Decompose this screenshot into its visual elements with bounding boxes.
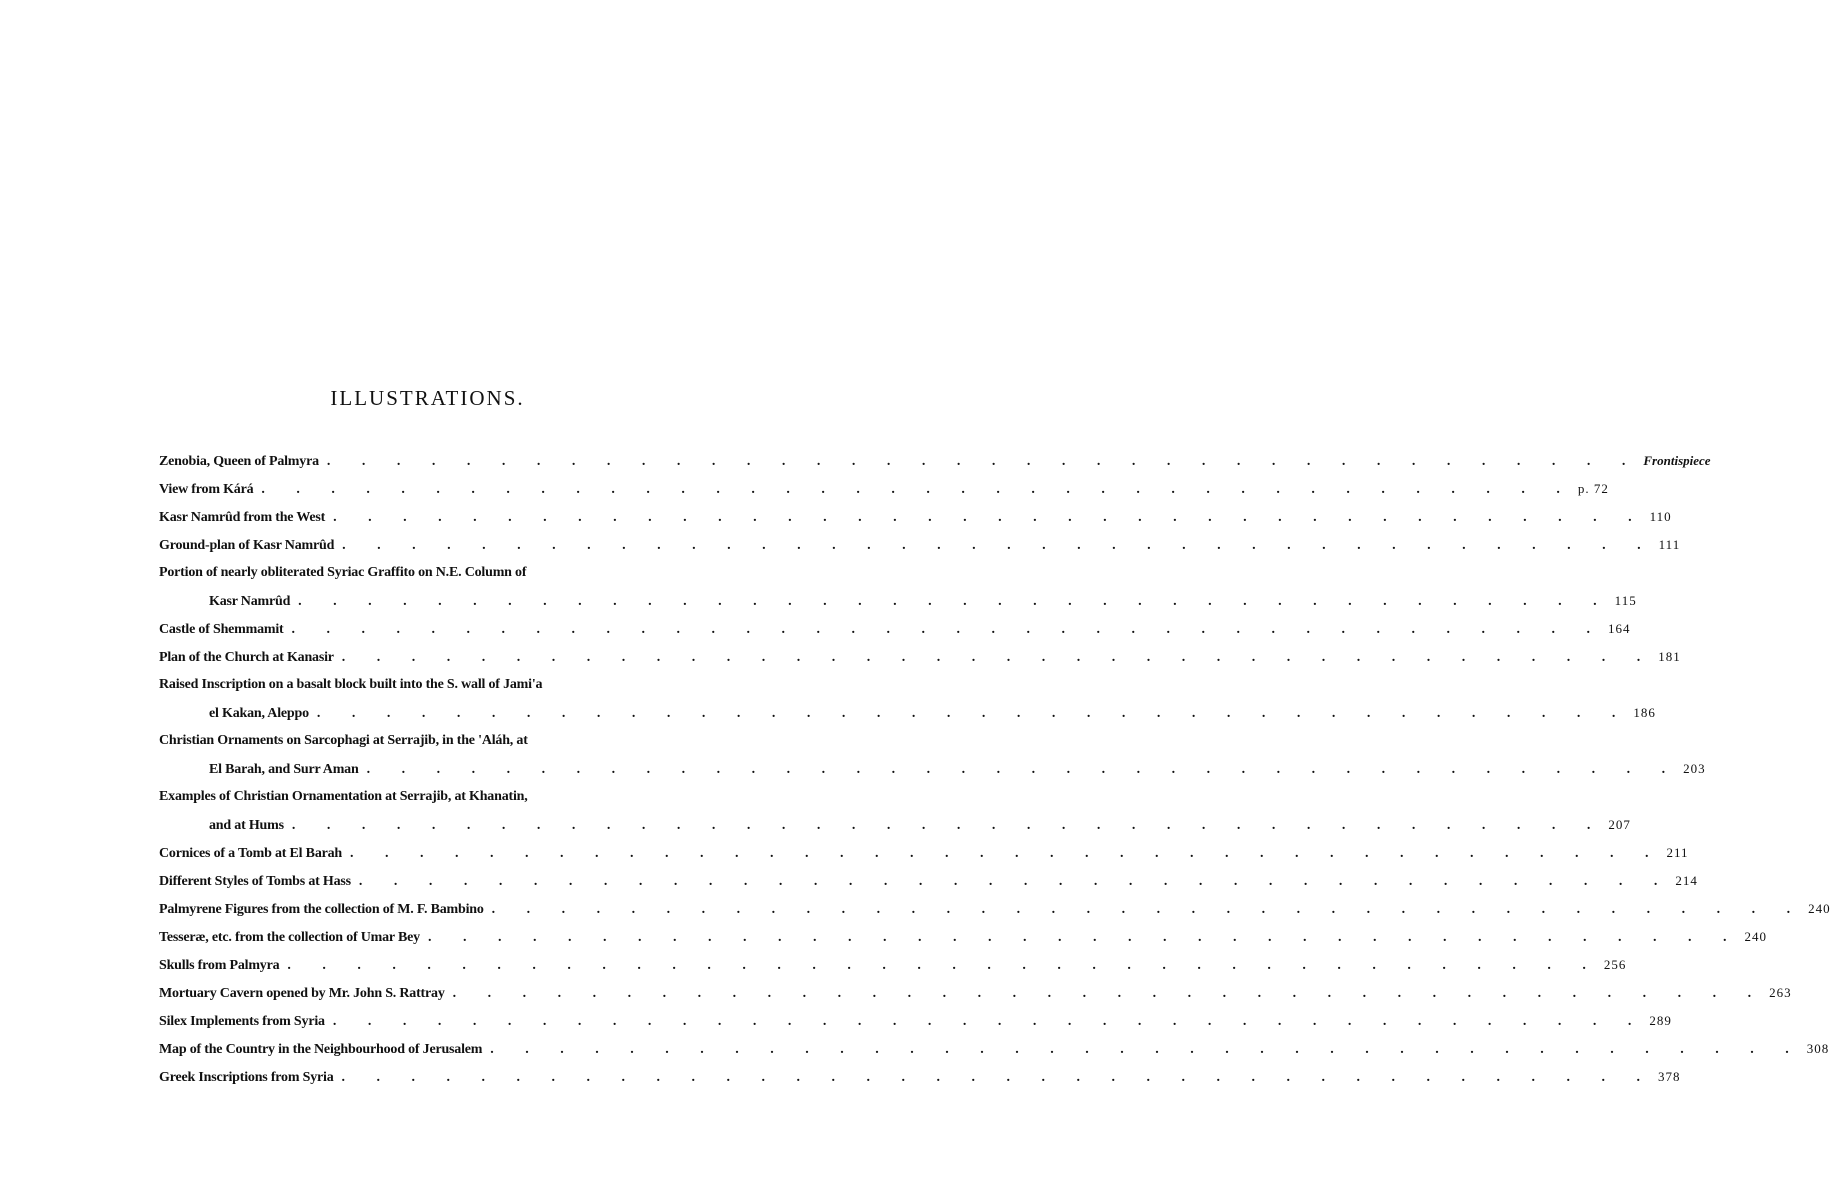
entry-title: Tesseræ, etc. from the collection of Umar Bey <box>159 930 420 945</box>
entry-title: Portion of nearly obliterated Syriac Graffito on N.E. Column of <box>159 565 527 580</box>
dot-leader: . . . . . . . . . . . . . . . . . . . . . . . . . . . . . . . . . . . . . . <box>350 846 1663 861</box>
dot-leader: . . . . . . . . . . . . . . . . . . . . . . . . . . . . . . . . . . . . . . <box>316 706 1630 721</box>
page-number: p. 72 <box>1577 481 1609 496</box>
list-item <box>159 1063 1681 1091</box>
list-item <box>159 979 1792 1007</box>
page-number: 181 <box>1658 649 1681 664</box>
page-title: ILLUSTRATIONS. <box>330 386 525 410</box>
page-number: Frontispiece <box>1643 453 1711 468</box>
entry-title: Plan of the Church at Kanasir <box>159 650 334 665</box>
entry-title: Map of the Country in the Neighbourhood of Jerusalem <box>159 1042 483 1057</box>
list-item <box>159 559 693 587</box>
entry-title: Examples of Christian Ornamentation at Serrajib, at Khanatin, <box>159 789 528 804</box>
list-item <box>159 895 1831 923</box>
list-item <box>159 615 1631 643</box>
list-item <box>159 503 1672 531</box>
page-number: 164 <box>1608 621 1631 636</box>
entry-title: Kasr Namrûd <box>209 594 291 609</box>
entry-title: el Kakan, Aleppo <box>209 706 309 721</box>
entry-title: Raised Inscription on a basalt block built into the S. wall of Jami'a <box>159 677 543 692</box>
dot-leader: . . . . . . . . . . . . . . . . . . . . . . . . . . . . . . . . . . . . . . <box>491 902 1805 917</box>
dot-leader: . . . . . . . . . . . . . . . . . . . . . . . . . . . . . . . . . . . . . . <box>333 510 1646 525</box>
list-item <box>159 475 1609 503</box>
list-item <box>159 727 693 755</box>
dot-leader: . . . . . . . . . . . . . . . . . . . . . . . . . . . . . . . . . . . . . . <box>291 622 1605 637</box>
dot-leader: . . . . . . . . . . . . . . . . . . . . . . . . . . . . . . . . . . . . . . <box>366 762 1680 777</box>
entry-title: Kasr Namrûd from the West <box>159 510 326 525</box>
list-item <box>159 531 1681 559</box>
dot-leader: . . . . . . . . . . . . . . . . . . . . . . . . . . . . . . . . . . . . . . <box>358 874 1672 889</box>
dot-leader: . . . . . . . . . . . . . . . . . . . . . . . . . . . . . . . . . . . . . . <box>291 818 1605 833</box>
dot-leader: . . . . . . . . . . . . . . . . . . . . . . . . . . . . . . . . . . . . . . <box>287 958 1600 973</box>
entry-title: Ground-plan of Kasr Namrûd <box>159 538 335 553</box>
list-item <box>159 671 693 699</box>
page-number: 240 <box>1744 929 1767 944</box>
list-item <box>159 587 1637 615</box>
page-number: 207 <box>1608 817 1631 832</box>
page-number: 115 <box>1614 593 1637 608</box>
entry-title: Greek Inscriptions from Syria <box>159 1070 334 1085</box>
dot-leader: . . . . . . . . . . . . . . . . . . . . . . . . . . . . . . . . . . . . . . <box>298 594 1611 609</box>
entry-title: Different Styles of Tombs at Hass <box>159 874 351 889</box>
entry-title: Silex Implements from Syria <box>159 1014 325 1029</box>
entry-title: View from Kárá <box>159 482 254 497</box>
list-item <box>159 1035 1830 1063</box>
list-item <box>159 839 1689 867</box>
dot-leader: . . . . . . . . . . . . . . . . . . . . . . . . . . . . . . . . . . . . . . <box>332 1014 1646 1029</box>
list-item <box>159 699 1656 727</box>
entry-title: Palmyrene Figures from the collection of M. F. Bambino <box>159 902 484 917</box>
list-item <box>159 447 1711 475</box>
page-number: 289 <box>1649 1013 1672 1028</box>
list-item <box>159 643 1681 671</box>
page-number: 240 <box>1808 901 1831 916</box>
dot-leader: . . . . . . . . . . . . . . . . . . . . . . . . . . . . . . . . . . . . . . <box>326 454 1640 469</box>
entry-title: Skulls from Palmyra <box>159 958 280 973</box>
page-number: 256 <box>1603 957 1627 972</box>
page-number: 263 <box>1769 985 1792 1000</box>
dot-leader: . . . . . . . . . . . . . . . . . . . . . . . . . . . . . . . . . . . . . . <box>452 986 1766 1001</box>
entry-title: Cornices of a Tomb at El Barah <box>159 846 343 861</box>
entry-title: and at Hums <box>209 818 284 833</box>
page-number: 203 <box>1683 761 1706 776</box>
dot-leader: . . . . . . . . . . . . . . . . . . . . . . . . . . . . . . . . . . . . . . <box>427 930 1741 945</box>
illustrations-list <box>159 447 1831 1091</box>
page-number: 110 <box>1649 509 1672 524</box>
page-number: 308 <box>1806 1041 1830 1056</box>
page-number: 214 <box>1675 873 1698 888</box>
page-number: 111 <box>1658 537 1681 552</box>
page-number: 211 <box>1666 845 1689 860</box>
entry-title: Christian Ornaments on Sarcophagi at Serrajib, in the 'Aláh, at <box>159 733 528 748</box>
dot-leader: . . . . . . . . . . . . . . . . . . . . . . . . . . . . . . . . . . . . . . <box>341 650 1655 665</box>
dot-leader: . . . . . . . . . . . . . . . . . . . . . . . . . . . . . . . . . . . . . . <box>342 538 1655 553</box>
dot-leader: . . . . . . . . . . . . . . . . . . . . . . . . . . . . . . . . . . . . . . <box>261 482 1574 497</box>
list-item <box>159 755 1706 783</box>
entry-title: El Barah, and Surr Aman <box>209 762 359 777</box>
list-item <box>159 867 1698 895</box>
list-item <box>159 811 1631 839</box>
list-item <box>159 1007 1672 1035</box>
page-number: 378 <box>1658 1069 1681 1084</box>
entry-title: Castle of Shemmamit <box>159 622 284 637</box>
list-item <box>159 783 693 811</box>
dot-leader: . . . . . . . . . . . . . . . . . . . . . . . . . . . . . . . . . . . . . . <box>490 1042 1803 1057</box>
entry-title: Mortuary Cavern opened by Mr. John S. Rattray <box>159 986 445 1001</box>
list-item <box>159 923 1767 951</box>
entry-title: Zenobia, Queen of Palmyra <box>159 454 319 469</box>
dot-leader: . . . . . . . . . . . . . . . . . . . . . . . . . . . . . . . . . . . . . . <box>341 1070 1655 1085</box>
list-item <box>159 951 1627 979</box>
page-number: 186 <box>1633 705 1656 720</box>
